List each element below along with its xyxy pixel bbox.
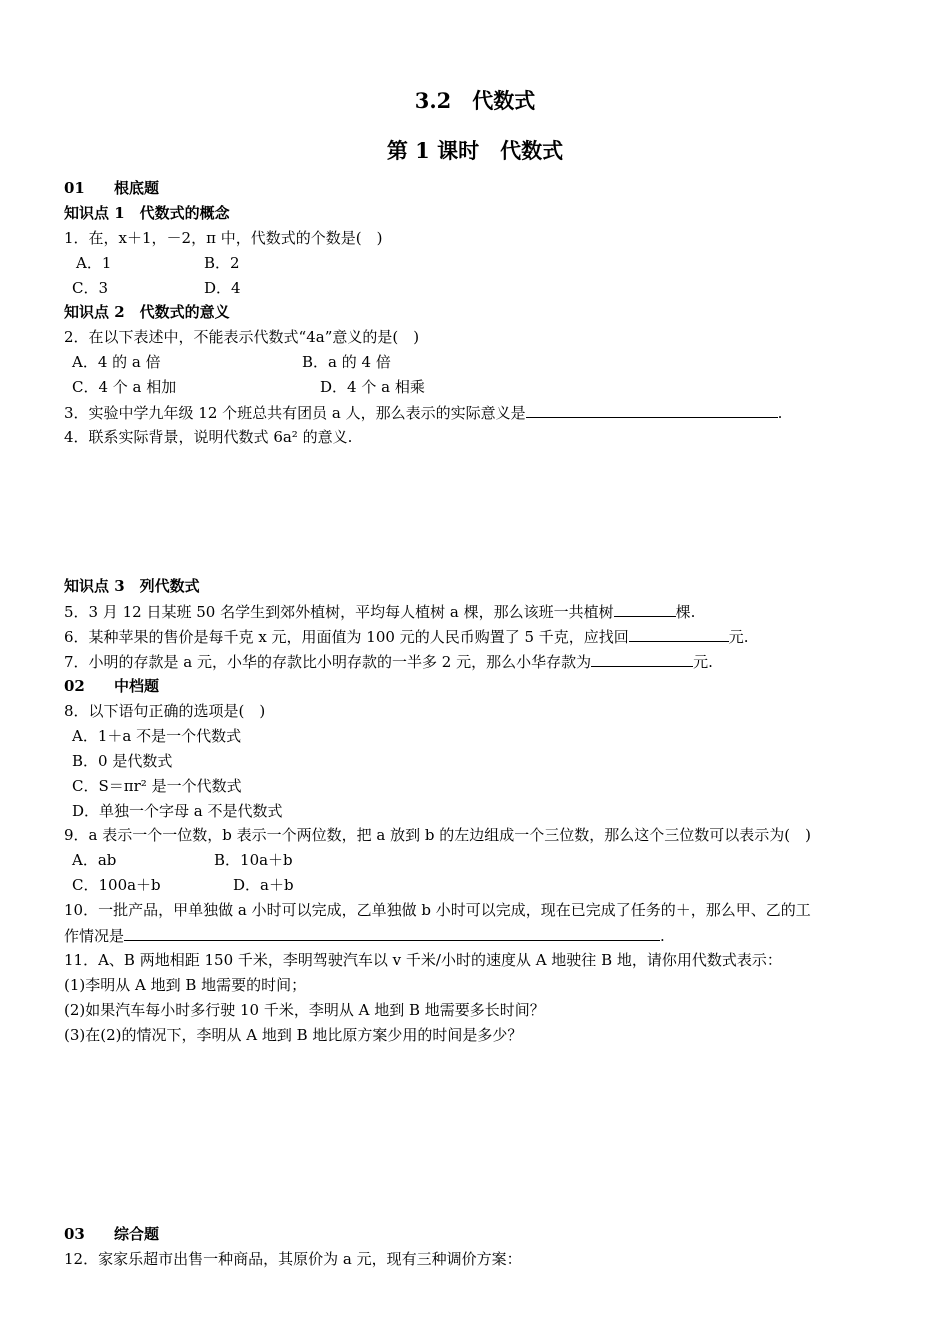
q3-end: . <box>777 404 783 422</box>
q9-option-c: C．100a＋b <box>72 876 161 894</box>
q3-answer-blank[interactable] <box>526 402 778 418</box>
q11-part3: (3)在(2)的情况下，李明从 A 地到 B 地比原方案少用的时间是多少？ <box>64 1026 523 1044</box>
knowledge-point-3: 知识点 3 列代数式 <box>64 577 200 595</box>
lesson-title: 3.2 代数式 <box>414 88 536 113</box>
q9-option-a: A．ab <box>72 851 117 869</box>
q2-option-d: D．4 个 a 相乘 <box>320 378 425 396</box>
q7-stem: 7．小明的存款是 a 元，小华的存款比小明存款的一半多 2 元，那么小华存款为 <box>64 653 592 671</box>
q9-option-b: B．10a＋b <box>214 851 293 869</box>
lesson-subtitle: 第 1 课时 代数式 <box>386 138 564 163</box>
q5-stem: 5．3 月 12 日某班 50 名学生到郊外植树，平均每人植树 a 棵，那么该班一共植树 <box>64 603 614 621</box>
knowledge-point-2: 知识点 2 代数式的意义 <box>64 303 230 321</box>
q11-part2: (2)如果汽车每小时多行驶 10 千米，李明从 A 地到 B 地需要多长时间？ <box>64 1001 545 1019</box>
q2-option-b: B．a 的 4 倍 <box>302 353 391 371</box>
q1-option-a: A．1 <box>76 254 112 272</box>
q7-end: 元. <box>693 653 713 671</box>
q3-stem: 3．实验中学九年级 12 个班总共有团员 a 人，那么表示的实际意义是 <box>64 404 526 422</box>
q5-answer-blank[interactable] <box>614 601 676 617</box>
section-02-heading <box>64 676 159 696</box>
q1-option-c: C．3 <box>72 279 109 297</box>
q7-answer-blank[interactable] <box>591 651 693 667</box>
q4-stem: 4．联系实际背景，说明代数式 6a² 的意义. <box>64 428 353 446</box>
section-03-heading <box>64 1224 159 1244</box>
q11-part1: (1)李明从 A 地到 B 地需要的时间； <box>64 976 307 994</box>
q9-option-d: D．a＋b <box>233 876 294 894</box>
q11-stem: 11．A、B 两地相距 150 千米，李明驾驶汽车以 v 千米/小时的速度从 A 地驶往 B 地，请你用代数式表示： <box>64 951 782 969</box>
q1-option-b: B．2 <box>204 254 240 272</box>
q5-end: 棵. <box>675 603 696 621</box>
q8-option-d: D．单独一个字母 a 不是代数式 <box>72 802 283 820</box>
q1-option-d: D．4 <box>204 279 241 297</box>
q9-stem: 9．a 表示一个一位数，b 表示一个两位数，把 a 放到 b 的左边组成一个三位数，那么这个三位数可以表示为( ) <box>64 826 811 844</box>
q6-answer-blank[interactable] <box>629 626 729 642</box>
q10-line2 <box>64 925 665 946</box>
q6-stem: 6．某种苹果的售价是每千克 x 元，用面值为 100 元的人民币购置了 5 千克，应找回 <box>64 628 629 646</box>
q5 <box>64 601 695 622</box>
section-label: 根底题 <box>114 179 160 197</box>
q10-answer-blank[interactable] <box>124 925 660 941</box>
q8-stem: 8．以下语句正确的选项是( ) <box>64 702 266 720</box>
section-number: 03 <box>64 1225 85 1243</box>
q2-option-c: C．4 个 a 相加 <box>72 378 177 396</box>
section-number: 01 <box>64 179 85 197</box>
section-label: 综合题 <box>114 1225 160 1243</box>
q10-line1: 10．一批产品，甲单独做 a 小时可以完成，乙单独做 b 小时可以完成，现在已完成了任务的＋，那么甲、乙的工 <box>64 901 811 919</box>
q1-stem: 1．在，x＋1，－2，π 中，代数式的个数是( ) <box>64 229 383 247</box>
knowledge-point-1: 知识点 1 代数式的概念 <box>64 204 230 222</box>
q10-stem-end: 作情况是 <box>64 927 125 945</box>
q6 <box>64 626 749 647</box>
q8-option-a: A．1＋a 不是一个代数式 <box>72 727 242 745</box>
q7 <box>64 651 713 672</box>
q3 <box>64 402 782 423</box>
q8-option-b: B．0 是代数式 <box>72 752 173 770</box>
q2-option-a: A．4 的 a 倍 <box>72 353 161 371</box>
q10-end: . <box>660 927 665 945</box>
section-01-heading <box>64 178 159 198</box>
section-number: 02 <box>64 677 85 695</box>
q2-stem: 2．在以下表述中，不能表示代数式“4a”意义的是( ) <box>64 328 420 346</box>
section-label: 中档题 <box>114 677 160 695</box>
q6-end: 元. <box>728 628 749 646</box>
q12-stem: 12．家家乐超市出售一种商品，其原价为 a 元，现有三种调价方案： <box>64 1250 522 1268</box>
q8-option-c: C．S＝πr² 是一个代数式 <box>72 777 242 795</box>
